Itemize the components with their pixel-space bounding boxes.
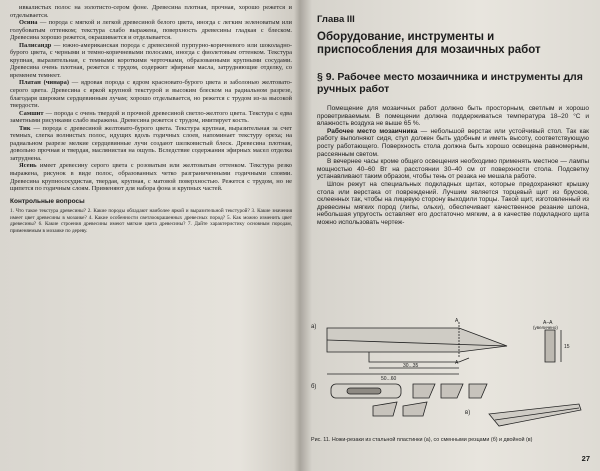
blade-5 (403, 402, 427, 416)
knife-figure (309, 318, 593, 438)
term: Ясень (19, 162, 37, 170)
paragraph-palisandr: Палисандр — южно-американская порода с древесиной пурпурно-коричневого или шоколадно-бурого цвета, с черными и темно-коричневыми полосами, иногда с фиолетовым оттенком. Текстура крупная, выразительная, с темными короткими черточками, образованными крупными сосудами. Древесина очень плотная, режется с трудом, содержит эфирные масла, затрудняющие отделку, со временем темнеет. (10, 41, 292, 79)
paragraph-yasen: Ясень имеет древесину серого цвета с розоватым или желтоватым оттенком. Текстура резко выражена, рисунок в виде полос, образованных четко разграниченными годичными слоями. Древесина крупнососудистая, твердая, крупная, с матовой поверхностью. Режется с трудом, но не щипется по годичным слоям. Применяют для набора фона и крупных частей. (10, 162, 292, 193)
knife-a-blade (327, 328, 507, 352)
paragraph-continuation: ивкалистых полос на золотисто-сером фоне. Древесина плотная, прочная, хорошо режется и отделывается. (10, 4, 292, 19)
paragraph-platan: Платан (чинара) — ядровая порода с ядром красновато-бурого цвета и заболонью желтовато-серого цвета. Древесина с яркой крупной текстурой и высоким блеском на радиальном разрезе, благодаря широким сердцевинным лучам; хорошо отделывается, но режется с трудом из-за высокой твердости. (10, 79, 292, 110)
term: Рабочее место мозаичника (327, 127, 418, 135)
figure-label-c: в) (465, 410, 471, 416)
paragraph-workplace: Рабочее место мозаичника — небольшой верстак или устойчивый стол. Так как работу выполняют сидя, стул должен быть удобным и иметь высоту, соответствующую росту работающего. Поверхность стола должна быть хорошо освещена равномерным, рассеянным светом. (317, 127, 589, 158)
section-view (545, 330, 555, 362)
blade-1 (413, 384, 435, 398)
knife-b-slot (347, 388, 381, 394)
dimension-30-35: 30...35 (403, 363, 419, 369)
blade-4 (373, 402, 397, 416)
left-page (0, 0, 296, 471)
section-body (317, 105, 589, 227)
paragraph-room: Помещение для мозаичных работ должно быть просторным, светлым и хорошо проветриваемым. В помещении должна поддерживаться температура 18–20 °С и влажность воздуха не выше 65 %. (317, 105, 589, 128)
chapter-title: Оборудование, инструменты и приспособления для мозаичных работ (317, 31, 541, 56)
section-note: (увеличено) (533, 325, 558, 330)
paragraph-cutting-board: Шпон режут на специальных подкладных щитах, которые предохраняют крышку стола или верстака от повреждений. Лучшим является торцевый щит из брусков, склеенных так, чтобы на лицевую сторону выходили торцы. Такой щит, изготовленный из древесины мягких пород (липы, ольхи), обеспечивает качественное резание шпона, небольшая упругость оставляет его достаточно мягким, а в качестве подкладного щита можно использовать чертеж- (317, 180, 589, 226)
section-letter: A (455, 360, 459, 366)
paragraph-tik: Тик — порода с древесиной желтовато-бурого цвета. Текстура крупная, выразительная за счет темных, слегка волнистых полос, идущих вдоль годичных слоев, напоминает текстуру ореха; на радиальном разрезе мелкие сердцевинные лучи создают шелковистый блеск. Древесина плотная, довольно прочная и твердая, маслянистая на ощупь. Вследствие содержания эфирных масел отделка затруднена. (10, 124, 292, 162)
dimension-50-60: 50...60 (381, 376, 397, 382)
section-title: А–А (543, 320, 553, 326)
term: Осина (19, 19, 38, 27)
knife-a-handle (369, 352, 469, 362)
page-number: 27 (581, 454, 590, 463)
right-page (303, 0, 600, 471)
figure-label-b: б) (311, 384, 317, 390)
questions-text: 1. Что такое текстура древесины? 2. Какие породы обладают наиболее яркой и выразительной текстурой? 3. Какие значения имеет цвет древесины в мозаике? 4. Какие особенности светлоокрашенных древесных пород? 5. Как можно изменить цвет древесины? 6. Какие строения древесины имеют мягкие цвета древесины? 7. Дайте характеристику основным породам, применяемым в мозаике по дереву. (10, 208, 292, 234)
questions-title: Контрольные вопросы (10, 197, 85, 205)
blade-2 (441, 384, 463, 398)
blade-3 (469, 384, 487, 398)
paragraph-samshit: Самшит — порода с очень твердой и прочной древесиной светло-желтого цвета. Текстура с едва заметными рисунками слабо выражена. Древесина режется с трудом, имитирует кость. (10, 109, 292, 125)
right-page-text (317, 14, 589, 227)
paragraph-lighting: В вечернее часы кроме общего освещения необходимо применять местное — лампы мощностью 40–60 Вт на расстоянии 30–40 см от поверхности стола. Подсветку устанавливают таким образом, чтобы тень от резака не мешала работе. (317, 158, 589, 181)
chapter-label: Глава III (317, 14, 355, 25)
term: Тик (19, 124, 31, 132)
figure-caption: Рис. 11. Ножи-резаки из стальной пластинки (а), со сменными резцами (б) и двойной (в) (311, 437, 533, 443)
term: Палисандр (19, 41, 52, 49)
figure-label-a: а) (311, 324, 317, 330)
section-letter: A (455, 318, 459, 324)
term: Платан (чинара) (19, 79, 69, 87)
left-page-text (10, 4, 292, 234)
term: Самшит (19, 109, 44, 117)
dimension-15: 15 (564, 344, 570, 350)
paragraph-osina: Осина — порода с мягкой и легкой древесиной белого цвета, иногда с легким зеленоватым или голубоватым оттенком; текстура слабо выражена, поверхность древесины гладкая с блеском. Древесина хорошо режется, окрашивается и отделывается. (10, 19, 292, 42)
section-heading: § 9. Рабочее место мозаичника и инструменты для ручных работ (317, 71, 583, 95)
knife-c (489, 404, 581, 426)
